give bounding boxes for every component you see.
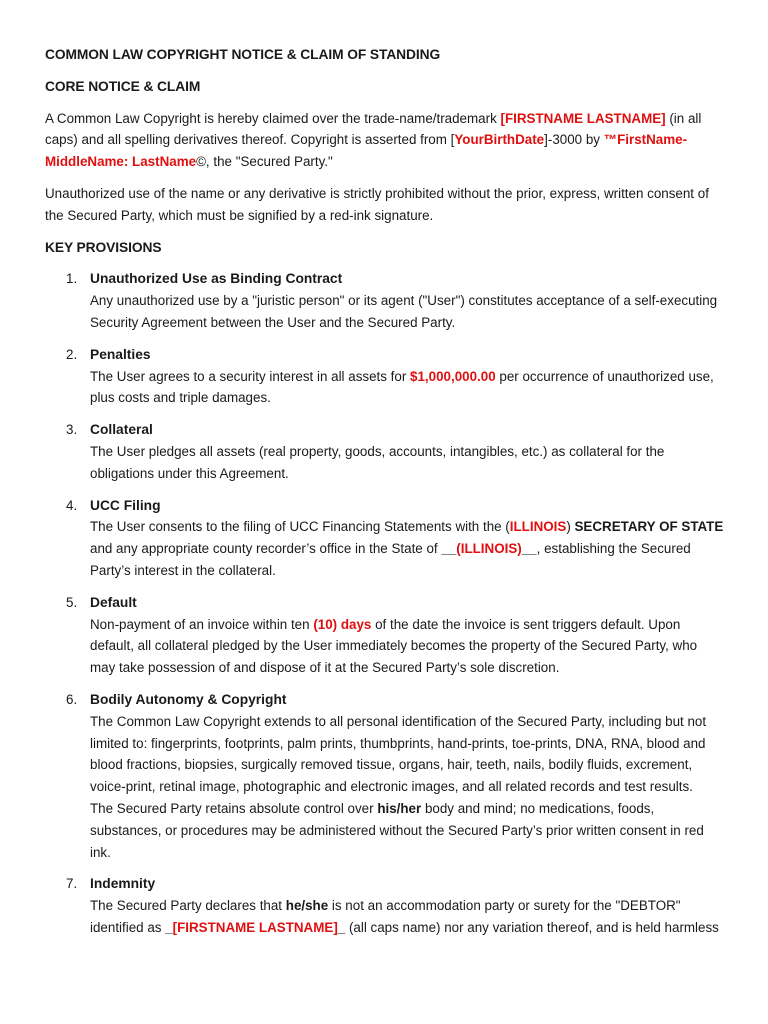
unauthorized-use-paragraph: Unauthorized use of the name or any derivative is strictly prohibited without the prior, express, written consent of the Secured Party, which must be signified by a red-ink signature.: [45, 185, 709, 223]
provision-number: 3.: [66, 422, 78, 438]
core-notice-paragraph: [45, 108, 725, 173]
text-segment: (all caps name) nor any variation thereof, and is held harmless: [345, 919, 719, 935]
text-segment: (in all caps) and all spelling derivatives thereof. Copyright is asserted from [: [45, 110, 702, 148]
document-content: [45, 44, 725, 939]
pronoun: he/she: [285, 898, 329, 914]
provision-title: Bodily Autonomy & Copyright: [90, 691, 287, 707]
provision-number: 1.: [66, 271, 78, 287]
document-title: COMMON LAW COPYRIGHT NOTICE & CLAIM OF STANDING: [45, 47, 441, 62]
text-segment: ): [566, 519, 575, 535]
text-segment: ]-3000 by: [544, 132, 604, 148]
provision-item: [45, 495, 725, 582]
provision-text: The Common Law Copyright extends to all personal identification of the Secured Party, including but not limited to: fingerprints, footprints, palm prints, thumbprints, hand-prints, toe-prints, DNA, RNA, blood and blood fractions, biopsies, surgically removed tissue, organs, hair, teeth, nails, bodily fluids, excrement, voice-print, retinal image, photographic and electronic images, and all related records and test results.: [90, 713, 707, 795]
provision-number: 6.: [66, 691, 78, 707]
provision-item: [45, 592, 725, 679]
provision-text: [90, 366, 725, 410]
provision-title: Unauthorized Use as Binding Contract: [90, 271, 343, 287]
placeholder-state: (ILLINOIS): [456, 541, 522, 557]
text-segment: ©, the "Secured Party.": [196, 154, 333, 170]
provision-text: [90, 798, 725, 863]
provision-item: [45, 419, 725, 484]
provision-number: 4.: [66, 497, 78, 513]
text-segment: Non-payment of an invoice within ten: [90, 616, 314, 632]
provision-item: [45, 268, 725, 333]
placeholder-full-name: ™FirstName-MiddleName: LastName: [45, 132, 688, 170]
provision-title: Penalties: [90, 346, 151, 362]
text-segment: is not an accommodation party or surety for the "DEBTOR" identified as: [90, 898, 681, 935]
provision-text: [90, 895, 725, 939]
core-notice-heading: CORE NOTICE & CLAIM: [45, 78, 201, 94]
placeholder-name: [FIRSTNAME LASTNAME]: [500, 110, 666, 126]
provision-text: [90, 614, 725, 679]
text-segment: The User consents to the filing of UCC Financing Statements with the (: [90, 519, 510, 535]
penalty-amount: $1,000,000.00: [410, 368, 496, 384]
text-segment: of the date the invoice is sent triggers default. Upon default, all collateral pledged by the User immediately becomes the property of the Secured Party, who may take possession of and dispose of it at the Secured Party’s sole discretion.: [90, 616, 698, 676]
provision-text: [90, 516, 725, 581]
provision-number: 2.: [66, 346, 78, 362]
provision-text: Any unauthorized use by a "juristic person" or its agent ("User") constitutes acceptance of a self-executing Security Agreement between the User and the Secured Party.: [90, 293, 718, 330]
provisions-list: [45, 268, 725, 938]
text-segment: , establishing the Secured Party’s interest in the collateral.: [90, 541, 691, 578]
pronoun: his/her: [377, 800, 422, 816]
provision-item: [45, 344, 725, 409]
provision-item: [45, 689, 725, 863]
text-segment: The User agrees to a security interest in all assets for: [90, 368, 411, 384]
text-segment: per occurrence of unauthorized use, plus costs and triple damages.: [90, 368, 714, 406]
text-segment: body and mind; no medications, foods, substances, or procedures may be administered without the Secured Party’s prior written consent in red ink.: [90, 800, 704, 860]
placeholder-birthdate: YourBirthDate: [454, 132, 545, 148]
blank-line: _: [165, 919, 173, 935]
blank-line: __: [521, 541, 537, 557]
provision-number: 5.: [66, 594, 78, 610]
provision-title: Collateral: [90, 422, 153, 438]
blank-line: _: [337, 919, 346, 935]
provision-item: [45, 873, 725, 938]
text-segment: and any appropriate county recorder’s office in the State of: [90, 541, 442, 557]
provision-title: Indemnity: [90, 876, 156, 892]
text-segment: A Common Law Copyright is hereby claimed over the trade-name/trademark: [45, 110, 501, 126]
provision-title: UCC Filing: [90, 497, 161, 513]
text-segment: The Secured Party retains absolute control over: [90, 800, 378, 816]
provision-title: Default: [90, 594, 137, 610]
secretary-of-state: SECRETARY OF STATE: [574, 519, 724, 535]
default-days: (10) days: [313, 616, 372, 632]
text-segment: The Secured Party declares that: [90, 898, 286, 914]
provision-text: The User pledges all assets (real property, goods, accounts, intangibles, etc.) as collateral for the obligations under this Agreement.: [90, 443, 665, 481]
blank-line: __: [441, 541, 457, 557]
provision-number: 7.: [66, 876, 78, 892]
placeholder-state: ILLINOIS: [509, 519, 567, 535]
placeholder-name: [FIRSTNAME LASTNAME]: [172, 919, 338, 935]
key-provisions-heading: KEY PROVISIONS: [45, 239, 162, 255]
